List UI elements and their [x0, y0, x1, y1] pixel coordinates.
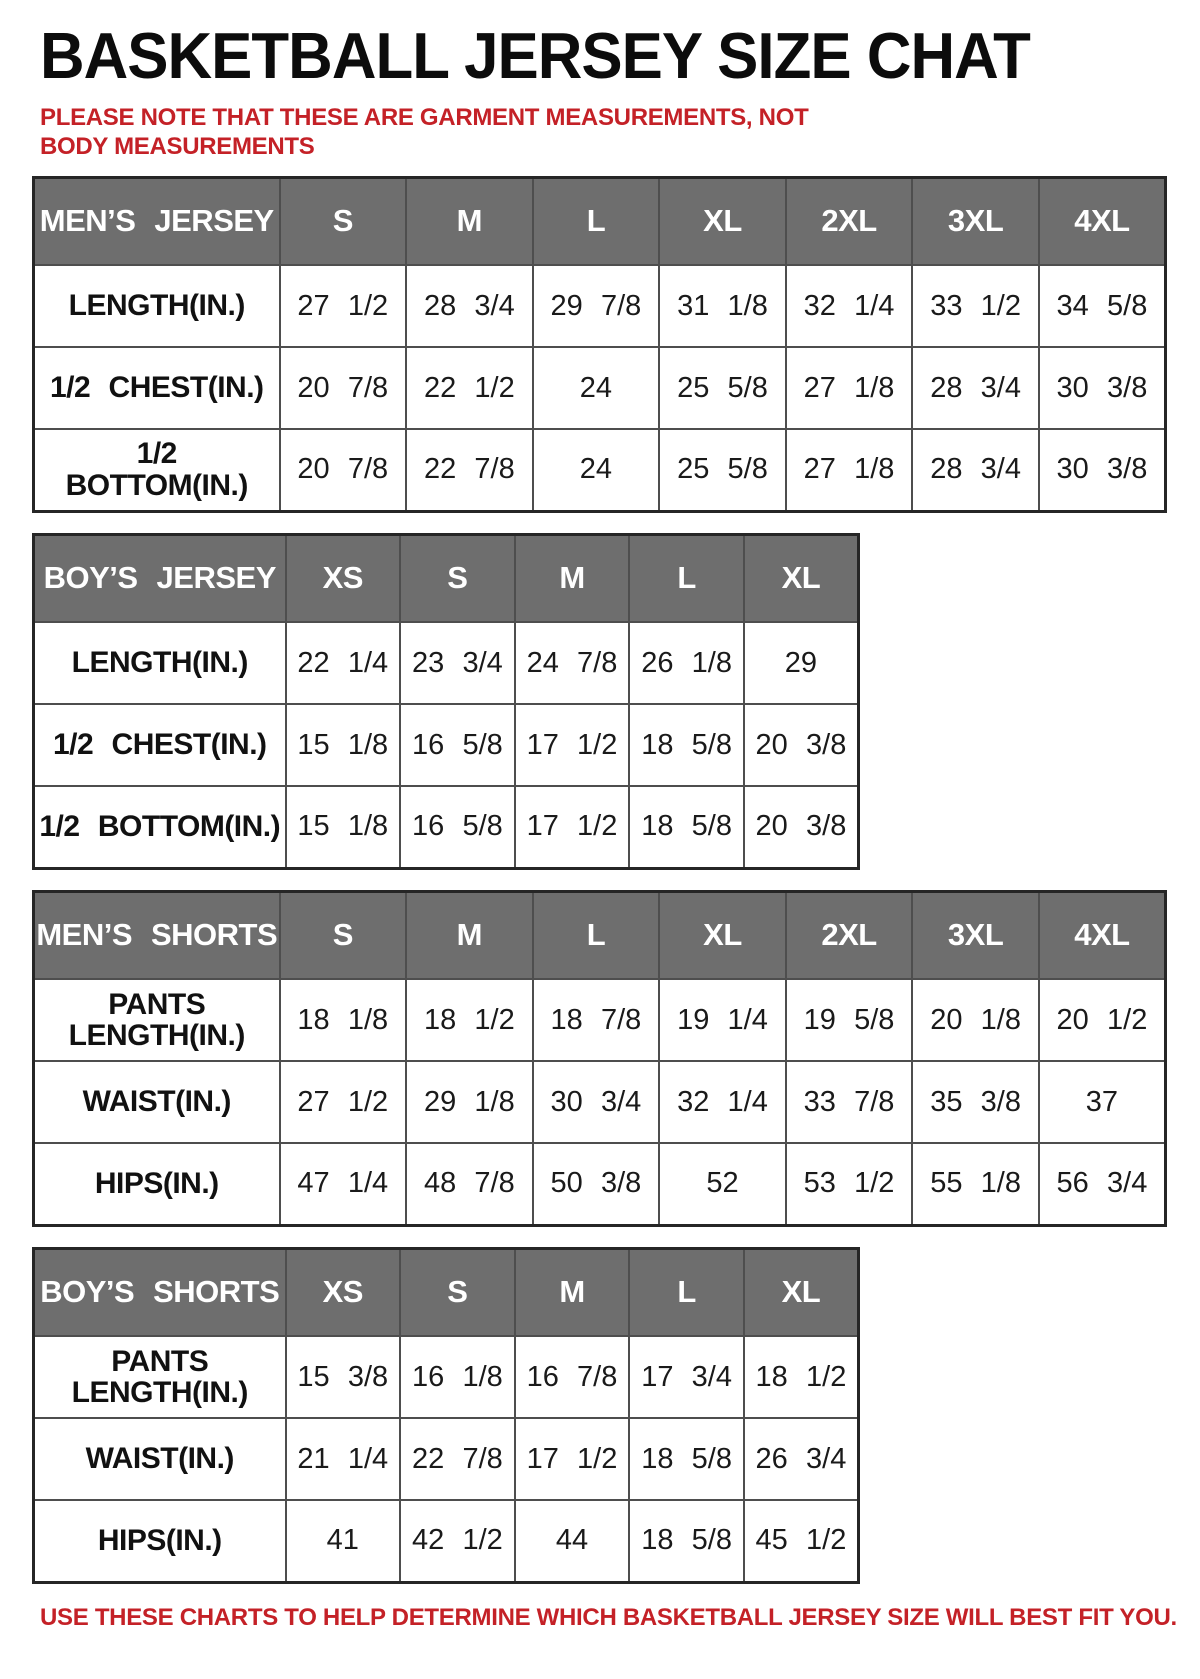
value-cell: 16 7/8: [515, 1336, 630, 1418]
size-column-header: 3XL: [912, 177, 1039, 265]
row-label-cell: 1/2 BOTTOM(IN.): [34, 429, 280, 511]
fit-advice-note: USE THESE CHARTS TO HELP DETERMINE WHICH BASKETBALL JERSEY SIZE WILL BEST FIT YOU.: [40, 1603, 1177, 1631]
value-cell: 44: [515, 1500, 630, 1582]
table-row: [34, 622, 859, 704]
row-label-cell: PANTS LENGTH(IN.): [34, 1336, 286, 1418]
value-cell: 17 1/2: [515, 786, 630, 868]
value-cell: 17 3/4: [629, 1336, 744, 1418]
table-row: [34, 1336, 859, 1418]
mens-jersey-table: [32, 176, 1167, 513]
value-cell: 18 5/8: [629, 1500, 744, 1582]
value-cell: 27 1/8: [786, 429, 913, 511]
value-cell: 18 5/8: [629, 786, 744, 868]
size-column-header: XS: [286, 1248, 401, 1336]
value-cell: 25 5/8: [659, 429, 786, 511]
value-cell: 35 3/8: [912, 1061, 1039, 1143]
value-cell: 22 7/8: [400, 1418, 515, 1500]
row-label-cell: 1/2 CHEST(IN.): [34, 347, 280, 429]
size-column-header: 4XL: [1039, 891, 1166, 979]
value-cell: 18 5/8: [629, 704, 744, 786]
value-cell: 18 7/8: [533, 979, 660, 1061]
value-cell: 29 1/8: [406, 1061, 533, 1143]
row-label-cell: LENGTH(IN.): [34, 622, 286, 704]
table-row: [34, 429, 1166, 511]
value-cell: 16 1/8: [400, 1336, 515, 1418]
size-column-header: XS: [286, 534, 401, 622]
size-column-header: L: [533, 891, 660, 979]
value-cell: 17 1/2: [515, 1418, 630, 1500]
size-column-header: S: [400, 1248, 515, 1336]
value-cell: 55 1/8: [912, 1143, 1039, 1225]
value-cell: 15 1/8: [286, 786, 401, 868]
value-cell: 48 7/8: [406, 1143, 533, 1225]
row-label-cell: 1/2 BOTTOM(IN.): [34, 786, 286, 868]
value-cell: 20 1/8: [912, 979, 1039, 1061]
value-cell: 30 3/8: [1039, 347, 1166, 429]
value-cell: 16 5/8: [400, 704, 515, 786]
size-column-header: 4XL: [1039, 177, 1166, 265]
value-cell: 32 1/4: [659, 1061, 786, 1143]
value-cell: 15 1/8: [286, 704, 401, 786]
size-column-header: XL: [744, 534, 859, 622]
value-cell: 24: [533, 347, 660, 429]
table-row: [34, 265, 1166, 347]
size-column-header: S: [280, 891, 407, 979]
value-cell: 31 1/8: [659, 265, 786, 347]
value-cell: 20 3/8: [744, 786, 859, 868]
value-cell: 32 1/4: [786, 265, 913, 347]
value-cell: 22 1/4: [286, 622, 401, 704]
value-cell: 52: [659, 1143, 786, 1225]
header-row: [34, 534, 859, 622]
table-row: [34, 1061, 1166, 1143]
header-row: [34, 891, 1166, 979]
value-cell: 41: [286, 1500, 401, 1582]
size-column-header: M: [406, 891, 533, 979]
value-cell: 33 7/8: [786, 1061, 913, 1143]
size-column-header: M: [406, 177, 533, 265]
value-cell: 29: [744, 622, 859, 704]
value-cell: 25 5/8: [659, 347, 786, 429]
row-label-cell: PANTS LENGTH(IN.): [34, 979, 280, 1061]
value-cell: 47 1/4: [280, 1143, 407, 1225]
mens-shorts-table: [32, 890, 1167, 1227]
size-column-header: 2XL: [786, 891, 913, 979]
value-cell: 50 3/8: [533, 1143, 660, 1225]
value-cell: 28 3/4: [406, 265, 533, 347]
value-cell: 18 1/2: [744, 1336, 859, 1418]
row-label-cell: WAIST(IN.): [34, 1418, 286, 1500]
value-cell: 20 3/8: [744, 704, 859, 786]
value-cell: 28 3/4: [912, 347, 1039, 429]
row-label-cell: LENGTH(IN.): [34, 265, 280, 347]
table-row: [34, 1143, 1166, 1225]
size-column-header: L: [629, 1248, 744, 1336]
size-column-header: 3XL: [912, 891, 1039, 979]
table-row: [34, 347, 1166, 429]
size-column-header: M: [515, 1248, 630, 1336]
garment-measurement-note: PLEASE NOTE THAT THESE ARE GARMENT MEASUREMENTS, NOT BODY MEASUREMENTS: [40, 104, 809, 161]
size-column-header: XL: [659, 891, 786, 979]
table-row: [34, 1500, 859, 1582]
size-column-header: L: [629, 534, 744, 622]
value-cell: 24: [533, 429, 660, 511]
header-row: [34, 1248, 859, 1336]
table-row: [34, 704, 859, 786]
value-cell: 22 7/8: [406, 429, 533, 511]
value-cell: 18 5/8: [629, 1418, 744, 1500]
size-column-header: 2XL: [786, 177, 913, 265]
page-title: BASKETBALL JERSEY SIZE CHAT: [40, 19, 1030, 92]
value-cell: 26 1/8: [629, 622, 744, 704]
value-cell: 20 7/8: [280, 429, 407, 511]
value-cell: 15 3/8: [286, 1336, 401, 1418]
value-cell: 30 3/4: [533, 1061, 660, 1143]
value-cell: 24 7/8: [515, 622, 630, 704]
value-cell: 20 7/8: [280, 347, 407, 429]
value-cell: 20 1/2: [1039, 979, 1166, 1061]
boys-jersey-table: [32, 533, 860, 870]
value-cell: 18 1/8: [280, 979, 407, 1061]
table-row: [34, 1418, 859, 1500]
size-column-header: S: [400, 534, 515, 622]
value-cell: 17 1/2: [515, 704, 630, 786]
table-row: [34, 979, 1166, 1061]
value-cell: 30 3/8: [1039, 429, 1166, 511]
value-cell: 16 5/8: [400, 786, 515, 868]
table-title-cell: MEN’S SHORTS: [34, 891, 280, 979]
size-tables: [32, 176, 1170, 1584]
value-cell: 29 7/8: [533, 265, 660, 347]
value-cell: 19 1/4: [659, 979, 786, 1061]
row-label-cell: 1/2 CHEST(IN.): [34, 704, 286, 786]
value-cell: 28 3/4: [912, 429, 1039, 511]
value-cell: 27 1/2: [280, 265, 407, 347]
size-column-header: XL: [744, 1248, 859, 1336]
size-column-header: L: [533, 177, 660, 265]
value-cell: 27 1/8: [786, 347, 913, 429]
value-cell: 45 1/2: [744, 1500, 859, 1582]
value-cell: 26 3/4: [744, 1418, 859, 1500]
value-cell: 22 1/2: [406, 347, 533, 429]
value-cell: 19 5/8: [786, 979, 913, 1061]
table-title-cell: MEN’S JERSEY: [34, 177, 280, 265]
row-label-cell: HIPS(IN.): [34, 1143, 280, 1225]
row-label-cell: WAIST(IN.): [34, 1061, 280, 1143]
size-column-header: M: [515, 534, 630, 622]
table-title-cell: BOY’S SHORTS: [34, 1248, 286, 1336]
value-cell: 53 1/2: [786, 1143, 913, 1225]
value-cell: 56 3/4: [1039, 1143, 1166, 1225]
value-cell: 18 1/2: [406, 979, 533, 1061]
row-label-cell: HIPS(IN.): [34, 1500, 286, 1582]
value-cell: 23 3/4: [400, 622, 515, 704]
value-cell: 27 1/2: [280, 1061, 407, 1143]
table-title-cell: BOY’S JERSEY: [34, 534, 286, 622]
value-cell: 21 1/4: [286, 1418, 401, 1500]
value-cell: 33 1/2: [912, 265, 1039, 347]
size-column-header: S: [280, 177, 407, 265]
boys-shorts-table: [32, 1247, 860, 1584]
value-cell: 37: [1039, 1061, 1166, 1143]
header-row: [34, 177, 1166, 265]
size-column-header: XL: [659, 177, 786, 265]
value-cell: 34 5/8: [1039, 265, 1166, 347]
table-row: [34, 786, 859, 868]
value-cell: 42 1/2: [400, 1500, 515, 1582]
